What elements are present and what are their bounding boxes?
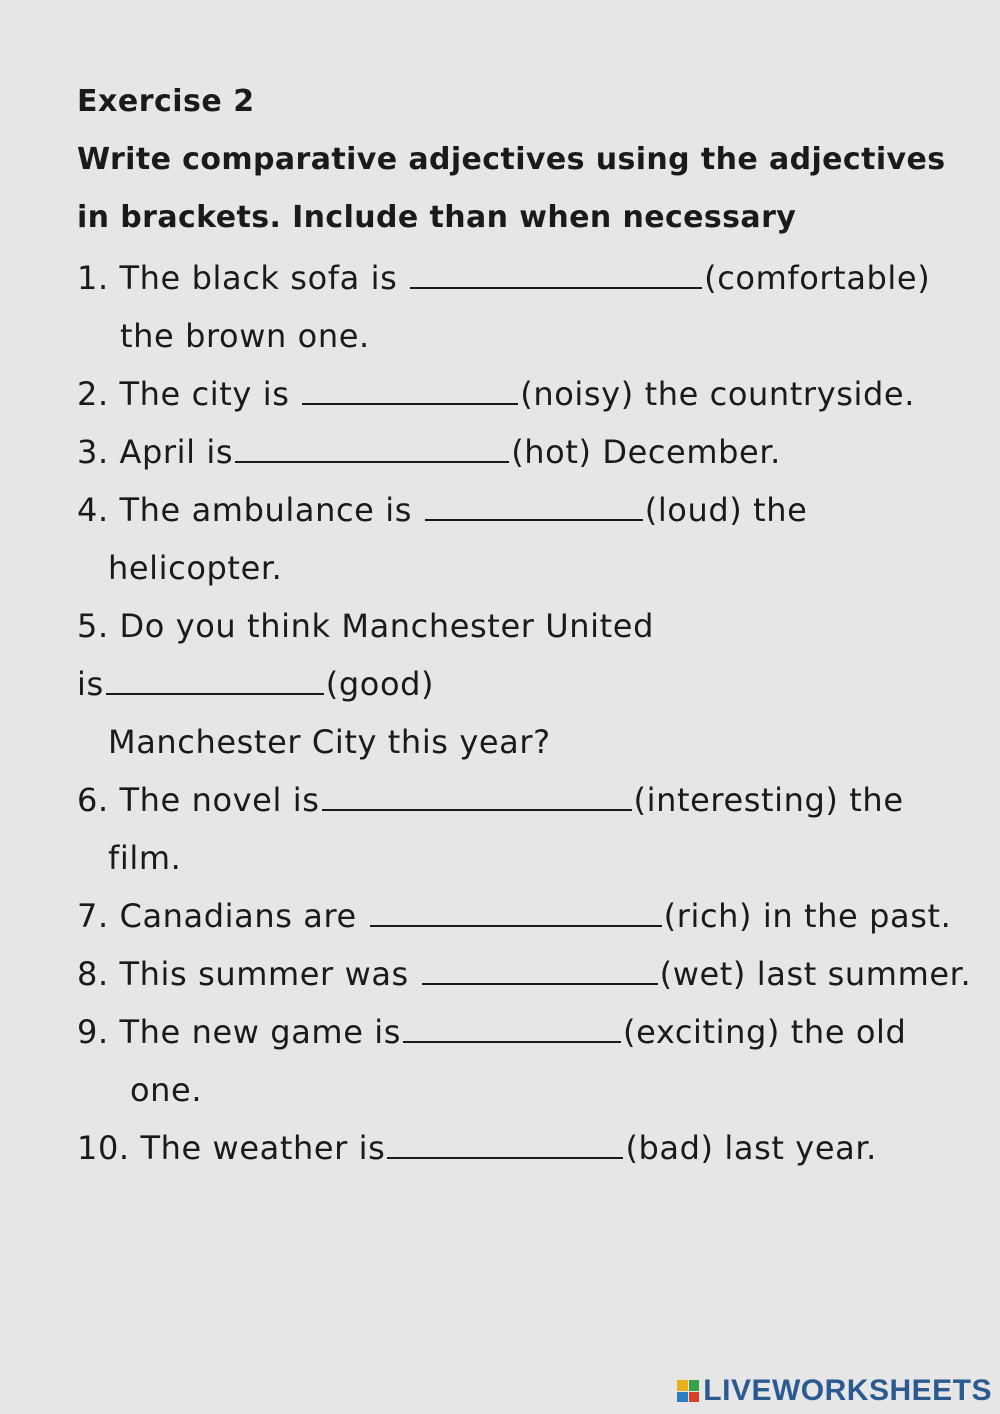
question-3 xyxy=(77,432,781,472)
question-text: is xyxy=(77,665,104,703)
question-2 xyxy=(77,374,915,414)
question-text: 4. The ambulance is xyxy=(77,491,423,529)
question-hint: (good) xyxy=(325,665,435,703)
answer-blank-3[interactable] xyxy=(235,435,509,463)
question-hint: (loud) the xyxy=(644,491,808,529)
question-text: 9. The new game is xyxy=(77,1013,402,1051)
question-hint: (rich) in the past. xyxy=(663,897,952,935)
answer-blank-10[interactable] xyxy=(387,1131,623,1159)
question-7 xyxy=(77,896,951,936)
exercise-title: Exercise 2 xyxy=(77,84,255,119)
question-9 xyxy=(77,1012,906,1052)
instruction-line-1: Write comparative adjectives using the adjectives xyxy=(77,142,946,177)
question-hint: (exciting) the old xyxy=(623,1013,907,1051)
answer-blank-2[interactable] xyxy=(302,377,518,405)
question-text: 3. April is xyxy=(77,433,234,471)
question-5-line-2 xyxy=(77,664,434,704)
question-6 xyxy=(77,780,904,820)
instruction-line-2: in brackets. Include than when necessary xyxy=(77,200,797,235)
answer-blank-1[interactable] xyxy=(410,261,702,289)
question-hint: (bad) last year. xyxy=(625,1129,877,1167)
answer-blank-6[interactable] xyxy=(322,783,632,811)
question-8 xyxy=(77,954,971,994)
question-4 xyxy=(77,490,807,530)
question-hint: (wet) last summer. xyxy=(659,955,972,993)
question-10 xyxy=(77,1128,877,1168)
answer-blank-7[interactable] xyxy=(370,899,662,927)
question-text: 2. The city is xyxy=(77,375,301,413)
question-text: 6. The novel is xyxy=(77,781,320,819)
question-1-continuation: the brown one. xyxy=(120,317,370,355)
question-text: 1. The black sofa is xyxy=(77,259,409,297)
question-6-continuation: film. xyxy=(108,839,182,877)
question-9-continuation: one. xyxy=(130,1071,203,1109)
question-text: 10. The weather is xyxy=(77,1129,386,1167)
question-text: 7. Canadians are xyxy=(77,897,368,935)
question-5: 5. Do you think Manchester United xyxy=(77,607,655,645)
question-hint: (noisy) the countryside. xyxy=(520,375,915,413)
liveworksheets-logo-icon xyxy=(677,1380,699,1402)
question-5-continuation: Manchester City this year? xyxy=(108,723,551,761)
question-hint: (hot) December. xyxy=(511,433,781,471)
answer-blank-5[interactable] xyxy=(106,667,324,695)
answer-blank-4[interactable] xyxy=(425,493,643,521)
question-hint: (interesting) the xyxy=(633,781,904,819)
answer-blank-8[interactable] xyxy=(422,957,658,985)
question-hint: (comfortable) xyxy=(704,259,931,297)
answer-blank-9[interactable] xyxy=(403,1015,621,1043)
liveworksheets-logo[interactable] xyxy=(677,1374,992,1408)
question-4-continuation: helicopter. xyxy=(108,549,283,587)
question-text: 8. This summer was xyxy=(77,955,420,993)
logo-text: LIVEWORKSHEETS xyxy=(703,1374,992,1407)
question-1 xyxy=(77,258,930,298)
